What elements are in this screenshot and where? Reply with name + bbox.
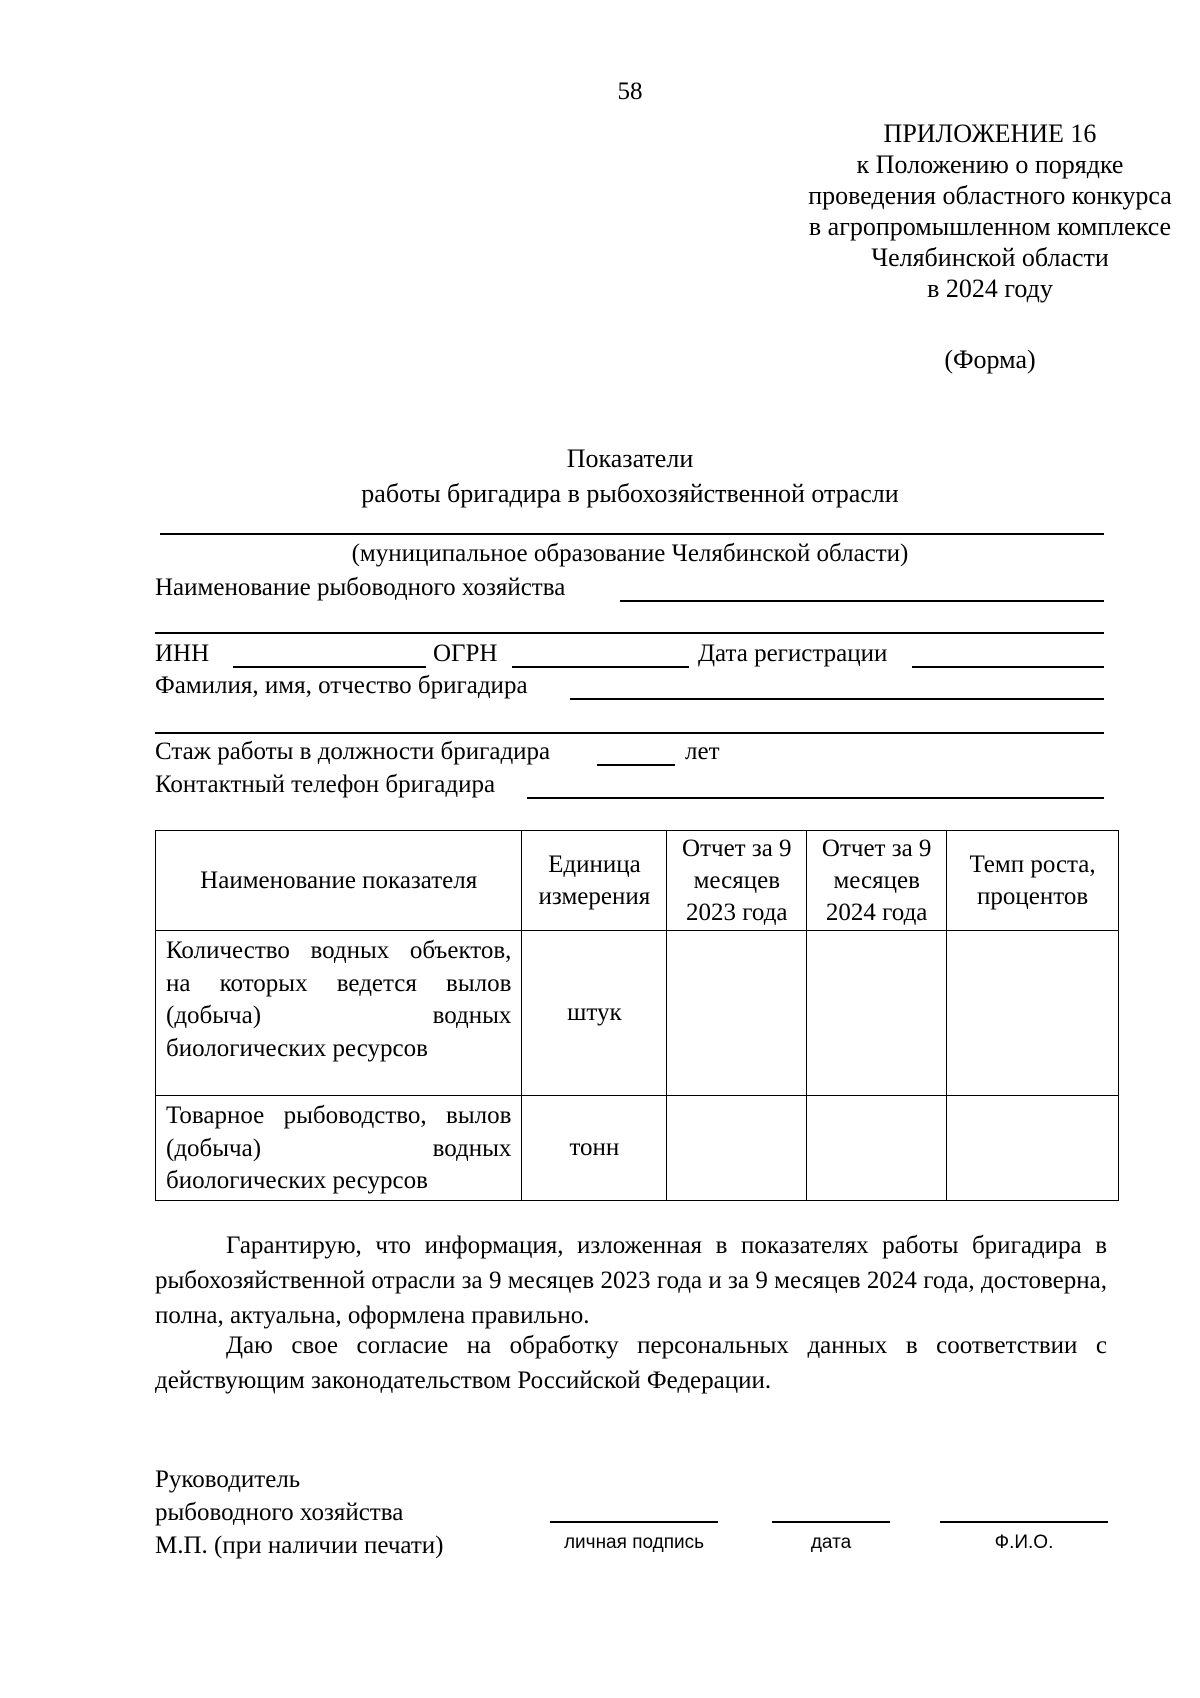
- foreman-name-field[interactable]: [570, 698, 1104, 700]
- header-report-2023: Отчет за 9 месяцев 2023 года: [667, 831, 807, 931]
- heading-line-2: работы бригадира в рыбохозяйственной отрасли: [361, 479, 899, 508]
- row-2-unit: тонн: [522, 1096, 667, 1201]
- consent-paragraph: Даю свое согласие на обработку персональных данных в соответствии с действующим законодательством Российской Федерации.: [155, 1332, 1107, 1394]
- row-2-growth-rate[interactable]: [947, 1096, 1119, 1201]
- appendix-line-1: к Положению о порядке: [856, 150, 1124, 179]
- heading-line-1: Показатели: [566, 444, 694, 473]
- experience-field[interactable]: [597, 764, 675, 766]
- table-row: [156, 1096, 1119, 1201]
- foreman-name-label: Фамилия, имя, отчество бригадира: [155, 672, 528, 699]
- farm-name-label: Наименование рыбоводного хозяйства: [155, 574, 566, 601]
- appendix-block: [690, 118, 1200, 304]
- row-2-value-2023[interactable]: [667, 1096, 807, 1201]
- date-field[interactable]: [772, 1521, 890, 1523]
- row-1-value-2024[interactable]: [807, 931, 947, 1096]
- full-name-field[interactable]: [940, 1521, 1108, 1523]
- ogrn-label: ОГРН: [433, 640, 498, 667]
- ogrn-field[interactable]: [512, 666, 689, 668]
- municipality-caption: (муниципальное образование Челябинской области): [351, 540, 909, 567]
- farm-name-field[interactable]: [620, 600, 1104, 602]
- inn-field[interactable]: [233, 666, 426, 668]
- phone-label: Контактный телефон бригадира: [155, 771, 496, 798]
- registration-date-field[interactable]: [912, 666, 1104, 668]
- signatory-title-line-2: рыбоводного хозяйства: [155, 1499, 404, 1526]
- page-number: 58: [617, 78, 643, 105]
- appendix-title: ПРИЛОЖЕНИЕ 16: [883, 119, 1097, 148]
- appendix-line-5: в 2024 году: [927, 274, 1053, 303]
- phone-field[interactable]: [527, 797, 1104, 799]
- foreman-name-field-continued[interactable]: [155, 732, 1104, 734]
- row-1-growth-rate[interactable]: [947, 931, 1119, 1096]
- guarantee-paragraph: Гарантирую, что информация, изложенная в показателях работы бригадира в рыбохозяйственной отрасли за 9 месяцев 2023 года и за 9 месяцев 2024 года, достоверна, полна, актуальна, оформлена правильно.: [155, 1232, 1107, 1329]
- row-1-value-2023[interactable]: [667, 931, 807, 1096]
- appendix-line-3: в агропромышленном комплексе: [808, 212, 1172, 241]
- signature-field[interactable]: [550, 1521, 718, 1523]
- header-growth-rate: Темп роста, процентов: [947, 831, 1119, 931]
- date-caption: дата: [810, 1532, 852, 1553]
- table-header-row: [156, 831, 1119, 931]
- registration-date-label: Дата регистрации: [698, 640, 888, 667]
- farm-name-field-continued[interactable]: [155, 632, 1104, 634]
- row-2-value-2024[interactable]: [807, 1096, 947, 1201]
- inn-label: ИНН: [155, 640, 210, 667]
- appendix-line-2: проведения областного конкурса: [808, 181, 1172, 210]
- header-report-2024: Отчет за 9 месяцев 2024 года: [807, 831, 947, 931]
- indicators-table: [155, 830, 1119, 1201]
- signatory-title-line-1: Руководитель: [155, 1466, 301, 1493]
- document-heading: [0, 441, 1200, 511]
- full-name-caption: Ф.И.О.: [994, 1532, 1054, 1553]
- row-2-name: Товарное рыбоводство, вылов (добыча) водных биологических ресурсов: [156, 1096, 522, 1201]
- header-indicator-name: Наименование показателя: [156, 831, 522, 931]
- row-1-unit: штук: [522, 931, 667, 1096]
- table-row: [156, 931, 1119, 1096]
- experience-unit: лет: [685, 738, 720, 765]
- header-unit: Единица измерения: [522, 831, 667, 931]
- row-1-name: Количество водных объектов, на которых ведется вылов (добыча) водных биологических ресурсов: [156, 931, 522, 1096]
- experience-label: Стаж работы в должности бригадира: [155, 738, 551, 765]
- form-label: (Форма): [944, 345, 1036, 374]
- municipality-line[interactable]: [160, 533, 1104, 535]
- signature-block: [155, 1463, 444, 1562]
- seal-note: М.П. (при наличии печати): [155, 1532, 444, 1559]
- appendix-line-4: Челябинской области: [871, 243, 1109, 272]
- signature-caption: личная подпись: [563, 1532, 705, 1553]
